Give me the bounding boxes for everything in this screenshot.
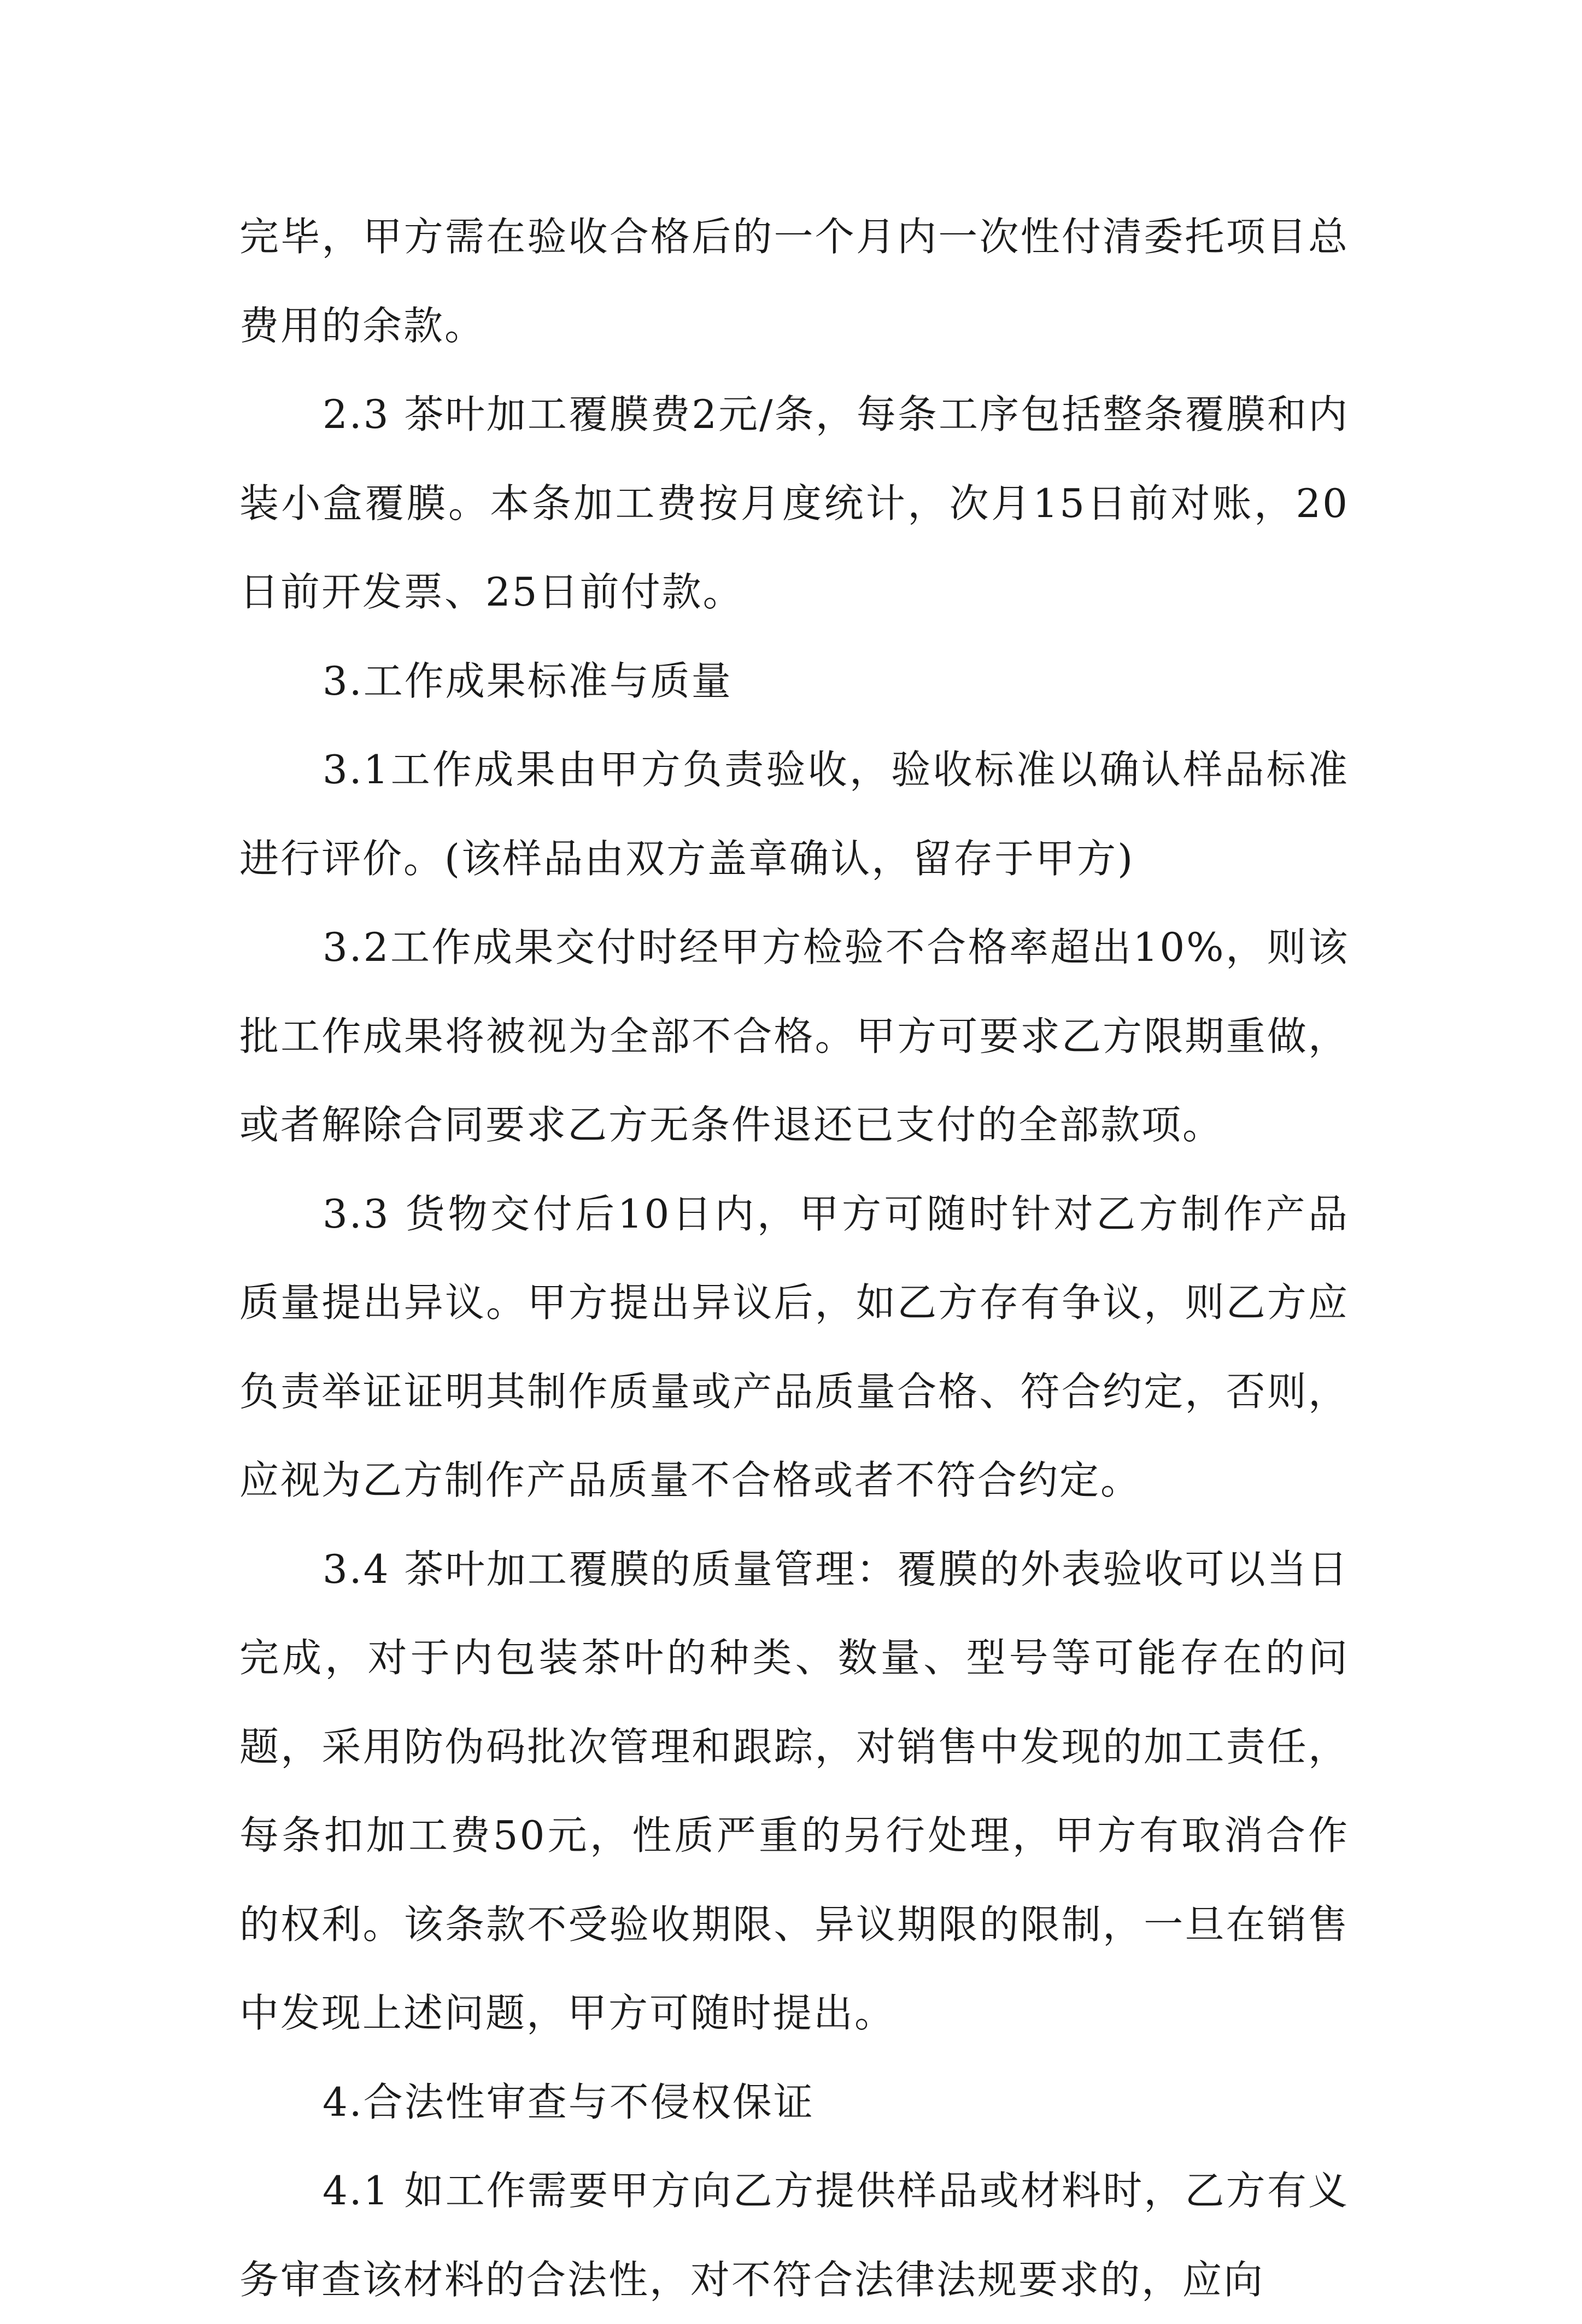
section-heading-4: 4.合法性审查与不侵权保证 (323, 2079, 815, 2125)
paragraph-3-2: 3.2工作成果交付时经甲方检验不合格率超出10%，则该批工作成果将被视为全部不合格。甲方可要求乙方限期重做，或者解除合同要求乙方无条件退还已支付的全部款项。 (239, 924, 1349, 1148)
paragraph-3-3: 3.3 货物交付后10日内，甲方可随时针对乙方制作产品质量提出异议。甲方提出异议后，如乙方存有争议，则乙方应负责举证证明其制作质量或产品质量合格、符合约定，否则，应视为乙方制作产品质量不合格或者不符合约定。 (239, 1190, 1349, 1503)
paragraph-2-3: 2.3 茶叶加工覆膜费2元/条，每条工序包括整条覆膜和内装小盒覆膜。本条加工费按月度统计，次月15日前对账，20日前开发票、25日前付款。 (239, 391, 1349, 615)
paragraph-continuation: 完毕，甲方需在验收合格后的一个月内一次性付清委托项目总费用的余款。 (239, 214, 1349, 349)
paragraph-4-1: 4.1 如工作需要甲方向乙方提供样品或材料时，乙方有义务审查该材料的合法性，对不符合法律法规要求的，应向 (239, 2168, 1349, 2303)
paragraph-3-4: 3.4 茶叶加工覆膜的质量管理：覆膜的外表验收可以当日完成，对于内包装茶叶的种类、数量、型号等可能存在的问题，采用防伪码批次管理和跟踪，对销售中发现的加工责任，每条扣加工费50元，性质严重的另行处理，甲方有取消合作的权利。该条款不受验收期限、异议期限的限制，一旦在销售中发现上述问题，甲方可随时提出。 (239, 1546, 1349, 2036)
paragraph-3-1: 3.1工作成果由甲方负责验收，验收标准以确认样品标准进行评价。(该样品由双方盖章确认，留存于甲方) (239, 747, 1349, 882)
document-body (239, 192, 1349, 2324)
section-heading-3: 3.工作成果标准与质量 (323, 658, 733, 704)
